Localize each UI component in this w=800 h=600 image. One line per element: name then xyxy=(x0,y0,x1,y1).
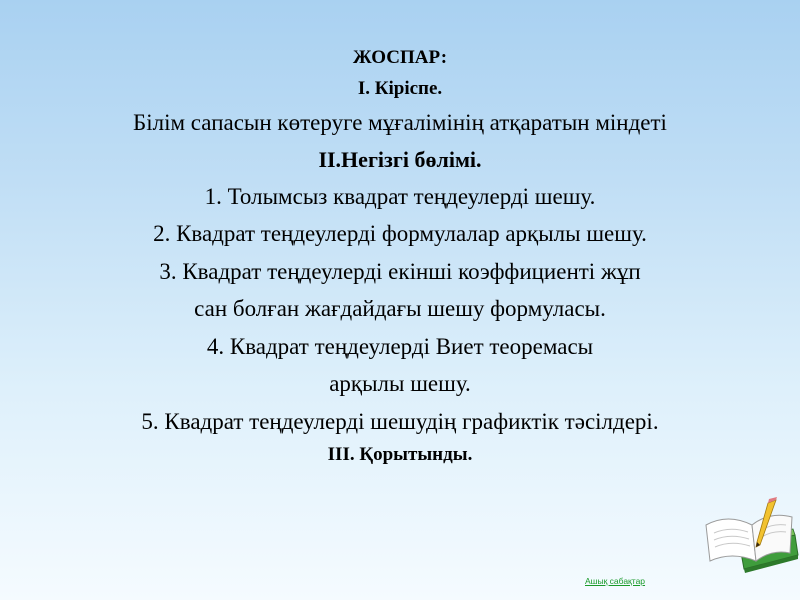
plan-item-4: 4. Квадрат теңдеулерді Виет теоремасы xyxy=(206,333,594,359)
section-main-heading: ІІ.Негізгі бөлімі. xyxy=(318,146,482,172)
plan-item-3-continued: сан болған жағдайдағы шешу формуласы. xyxy=(194,296,606,321)
plan-item-2: 2. Квадрат теңдеулерді формулалар арқылы шешу. xyxy=(153,221,647,246)
section-intro-text: Білім сапасын көтеруге мұғалімінің атқаратын міндеті xyxy=(133,110,667,135)
plan-item-5: 5. Квадрат теңдеулерді шешудің графиктік тәсілдері. xyxy=(141,408,659,434)
section-intro-heading: І. Кіріспе. xyxy=(357,78,443,99)
plan-item-1: 1. Толымсыз квадрат теңдеулерді шешу. xyxy=(204,183,596,209)
plan-content xyxy=(0,42,800,470)
plan-title: ЖОСПАР: xyxy=(352,47,448,68)
open-lessons-link[interactable]: Ашық сабақтар xyxy=(585,576,646,586)
open-book-icon xyxy=(700,495,800,573)
plan-item-3: 3. Квадрат теңдеулерді екінші коэффициенті жұп xyxy=(159,258,641,284)
section-conclusion-heading: ІІІ. Қорытынды. xyxy=(327,444,473,465)
plan-item-4-continued: арқылы шешу. xyxy=(329,371,471,396)
